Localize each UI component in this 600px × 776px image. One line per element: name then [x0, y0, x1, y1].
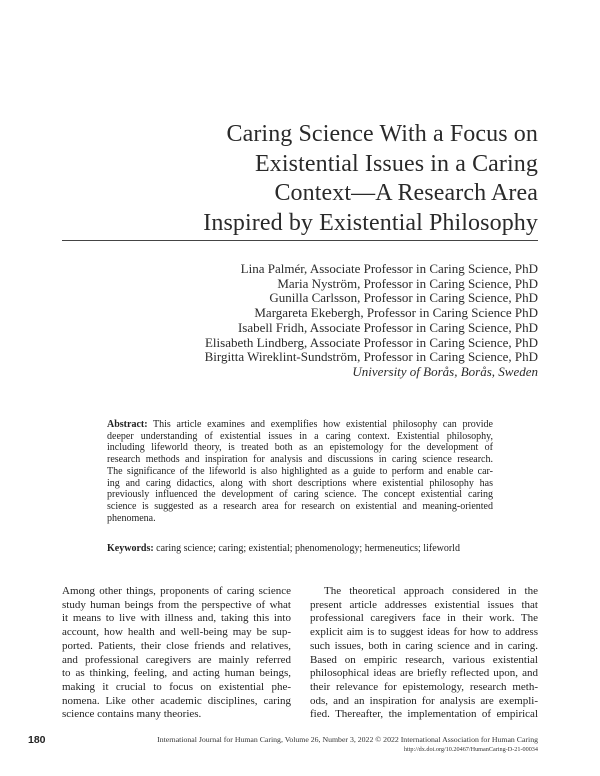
- affiliation: University of Borås, Borås, Sweden: [352, 363, 538, 379]
- body-column-left: [62, 585, 291, 722]
- keywords-text: caring science; caring; existential; phenomenology; hermeneutics; lifeworld: [153, 543, 460, 554]
- title-line: Context—A Research Area: [274, 180, 538, 206]
- abstract-line: The significance of the lifeworld is also highlighted as a guide to perform and enable car-: [107, 465, 493, 477]
- abstract-line: phenomena.: [107, 512, 156, 524]
- article-title: [140, 120, 538, 238]
- page-number: 180: [28, 734, 46, 746]
- body-line: making it crucial to focus on existential phe-: [62, 680, 291, 693]
- title-divider: [62, 240, 538, 241]
- body-line: such issues, both in caring science and in caring.: [310, 639, 538, 652]
- body-line: present article addresses existential issues that: [310, 598, 538, 611]
- abstract: [107, 419, 493, 524]
- author: Isabell Fridh, Associate Professor in Caring Science, PhD: [237, 319, 538, 335]
- abstract-line: [107, 419, 493, 431]
- keywords: [107, 543, 507, 555]
- doi-link[interactable]: http://dx.doi.org/10.20467/HumanCaring-D-21-00034: [403, 746, 538, 753]
- author: Maria Nyström, Professor in Caring Science, PhD: [277, 275, 538, 291]
- author: Elisabeth Lindberg, Associate Professor in Caring Science, PhD: [204, 334, 538, 350]
- page-footer: [157, 735, 538, 755]
- author: Gunilla Carlsson, Professor in Caring Science, PhD: [269, 290, 538, 306]
- body-line: science contains many theories.: [62, 708, 202, 721]
- abstract-line: previously influenced the development of caring science. The concept existential caring: [107, 489, 493, 501]
- abstract-line: including lifeworld theory, is treated both as an epistemology for the development of: [107, 442, 493, 454]
- body-line: Based on empiric research, various existential: [310, 653, 538, 666]
- body-line: it means to live with illness and, taking this into: [62, 612, 291, 625]
- body-line: explicit aim is to suggest ideas for how to address: [310, 626, 538, 639]
- abstract-line: deeper understanding of existential issues in a caring context. Existential philosophy,: [107, 430, 493, 442]
- body-line: fied. Thereafter, the implementation of empirical: [310, 708, 538, 721]
- body-line: Among other things, proponents of caring science: [62, 585, 291, 597]
- title-line: Inspired by Existential Philosophy: [203, 209, 538, 236]
- title-line: Existential Issues in a Caring: [255, 150, 538, 177]
- body-line: ods, and an inspiration for analysis are exempli-: [310, 694, 538, 707]
- abstract-text: This article examines and exemplifies how existential philosophy can provide: [147, 419, 493, 430]
- abstract-line: science is suggested as a research area for research on existential and meaning-oriented: [107, 500, 493, 512]
- body-line: The theoretical approach considered in the: [324, 585, 538, 597]
- author-list: [180, 262, 538, 380]
- body-line: philosophical ideas are briefly reflected upon, and: [310, 667, 538, 680]
- author: Birgitta Wireklint-Sundström, Professor in Caring Science, PhD: [204, 349, 538, 365]
- title-line: Caring Science With a Focus on: [226, 121, 538, 147]
- author: Lina Palmér, Associate Professor in Caring Science, PhD: [240, 261, 538, 276]
- body-line: ported. Patients, their close friends and relatives,: [62, 639, 291, 652]
- body-line: and professional caregivers are mainly referred: [62, 653, 291, 666]
- abstract-label: Abstract:: [107, 419, 148, 430]
- body-line: study human beings from the perspective of what: [62, 598, 291, 611]
- abstract-line: ing and caring didactics, along with short descriptions where existential philosophy has: [107, 477, 493, 489]
- keywords-label: Keywords:: [107, 543, 154, 554]
- body-column-right: [310, 585, 538, 722]
- body-line: nomena. Like other academic disciplines, caring: [62, 694, 291, 707]
- body-line: professional caregivers face in their work. The: [310, 612, 538, 625]
- abstract-line: research methods and inspiration for analysis and discussions in caring science research.: [107, 454, 493, 466]
- body-line: to as thinking, feeling, and acting human beings,: [62, 667, 291, 680]
- body-line: their relevance for epistemology, research meth-: [310, 680, 538, 693]
- author: Margareta Ekebergh, Professor in Caring Science PhD: [254, 305, 538, 321]
- body-line: account, how health and well-being may be sup-: [62, 626, 291, 639]
- journal-citation: International Journal for Human Caring, Volume 26, Number 3, 2022 © 2022 International Association for Human Caring: [157, 735, 538, 744]
